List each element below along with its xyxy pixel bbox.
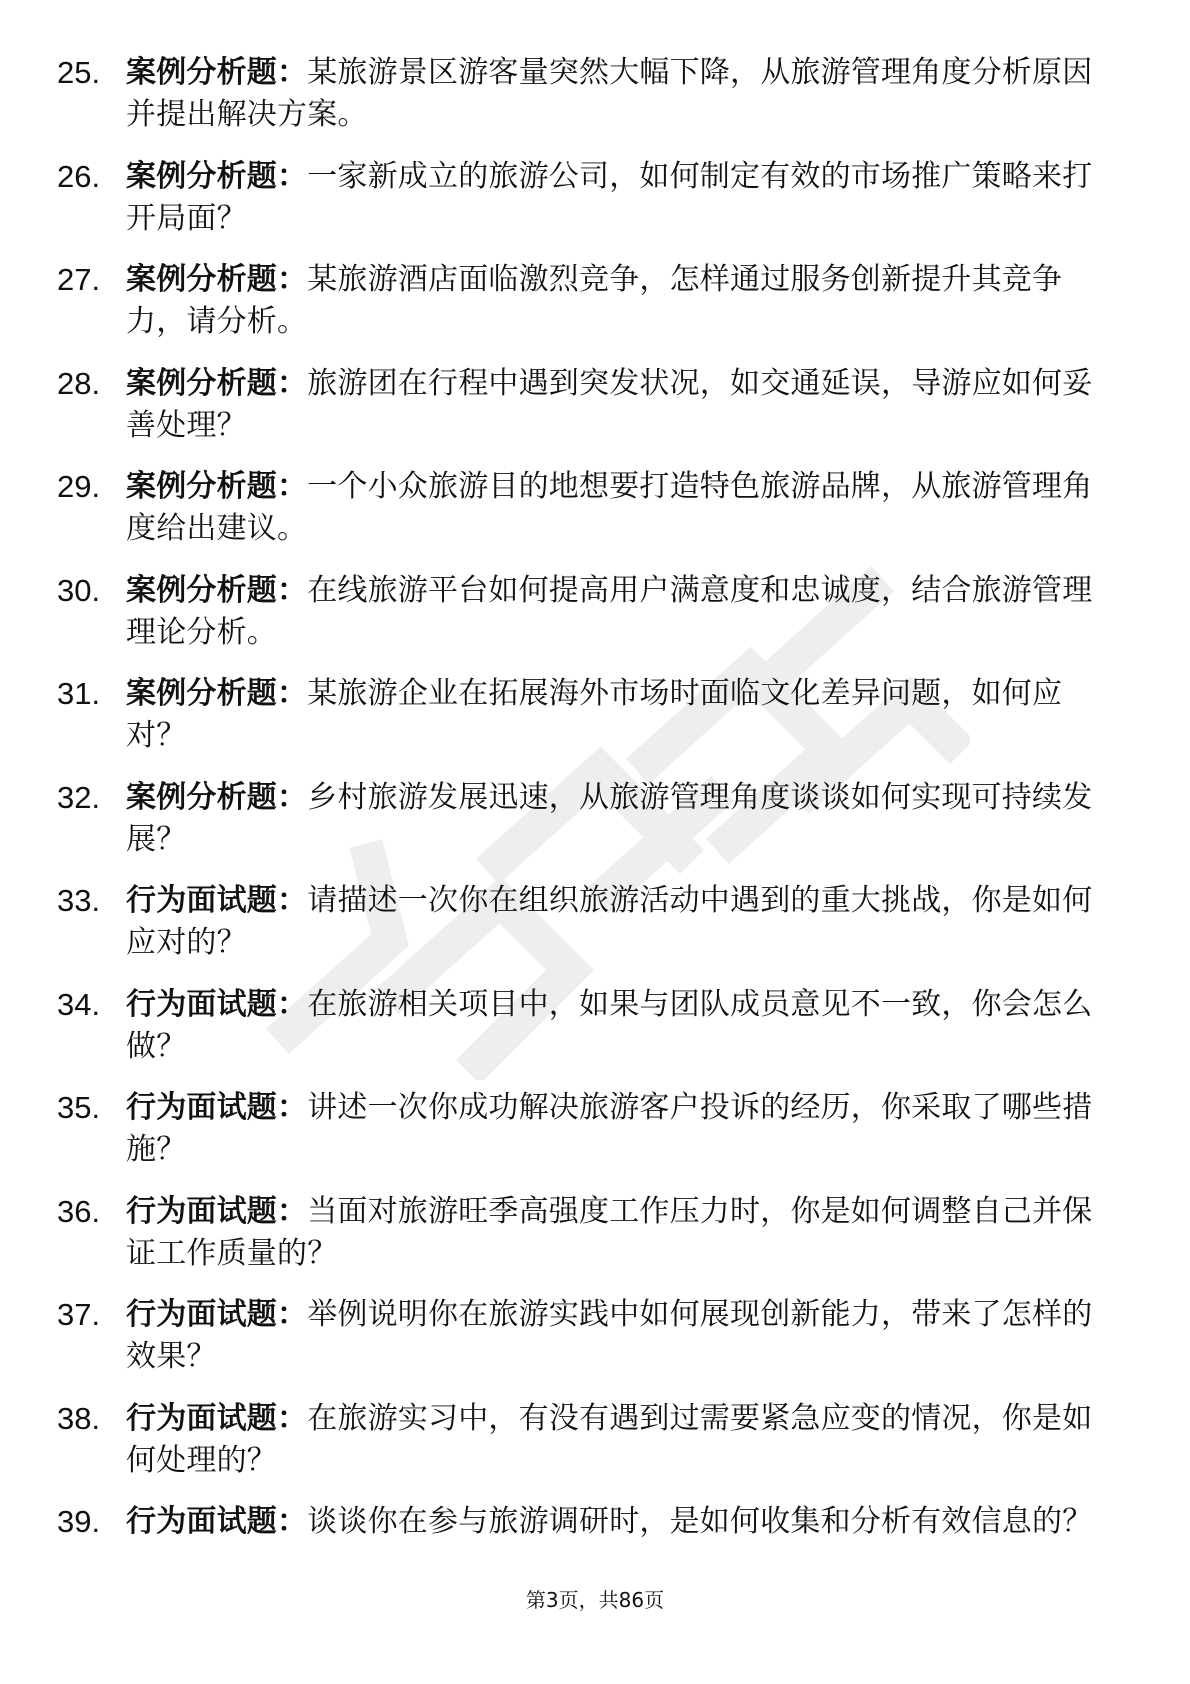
question-text bbox=[126, 1087, 1116, 1171]
question-item bbox=[0, 259, 1190, 363]
question-number: 33. bbox=[57, 883, 101, 918]
question-text bbox=[126, 1294, 1116, 1378]
question-item bbox=[0, 1294, 1190, 1398]
question-category: 案例分析题： bbox=[126, 158, 308, 194]
question-body: 在旅游相关项目中，如果与团队成员意见不一致，你会怎么做？ bbox=[126, 986, 1093, 1064]
question-category: 行为面试题： bbox=[126, 1090, 308, 1125]
question-body: 某旅游酒店面临激烈竞争，怎样通过服务创新提升其竞争力，请分析。 bbox=[126, 262, 1063, 339]
question-category: 案例分析题： bbox=[126, 779, 308, 815]
question-category: 案例分析题： bbox=[126, 365, 308, 401]
question-body: 某旅游景区游客量突然大幅下降，从旅游管理角度分析原因并提出解决方案。 bbox=[126, 55, 1093, 132]
question-number: 39. bbox=[57, 1504, 101, 1539]
question-body: 乡村旅游发展迅速，从旅游管理角度谈谈如何实现可持续发展？ bbox=[126, 779, 1093, 857]
question-number: 30. bbox=[57, 572, 101, 608]
question-body: 一家新成立的旅游公司，如何制定有效的市场推广策略来打开局面？ bbox=[126, 158, 1093, 236]
question-category: 行为面试题： bbox=[126, 883, 308, 918]
question-text bbox=[126, 363, 1116, 447]
question-number: 32. bbox=[57, 779, 101, 815]
question-text bbox=[126, 1191, 1116, 1275]
question-number: 31. bbox=[57, 676, 101, 711]
question-item bbox=[0, 156, 1190, 260]
question-category: 行为面试题： bbox=[126, 986, 308, 1022]
question-body: 在线旅游平台如何提高用户满意度和忠诚度，结合旅游管理理论分析。 bbox=[126, 572, 1093, 650]
question-number: 25. bbox=[57, 55, 101, 90]
question-number: 26. bbox=[57, 158, 101, 194]
question-body: 谈谈你在参与旅游调研时，是如何收集和分析有效信息的？ bbox=[307, 1504, 1093, 1539]
question-body: 请描述一次你在组织旅游活动中遇到的重大挑战，你是如何应对的？ bbox=[126, 883, 1093, 960]
question-text bbox=[126, 570, 1116, 654]
question-text bbox=[126, 880, 1116, 964]
question-text bbox=[126, 259, 1116, 343]
question-item bbox=[0, 466, 1190, 570]
question-number: 34. bbox=[57, 986, 101, 1022]
question-number: 37. bbox=[57, 1297, 101, 1332]
question-number: 36. bbox=[57, 1193, 101, 1229]
question-category: 行为面试题： bbox=[126, 1193, 308, 1229]
question-body: 一个小众旅游目的地想要打造特色旅游品牌，从旅游管理角度给出建议。 bbox=[126, 469, 1093, 546]
question-category: 行为面试题： bbox=[126, 1504, 308, 1539]
question-text bbox=[126, 673, 1116, 757]
question-item bbox=[0, 880, 1190, 984]
question-body: 讲述一次你成功解决旅游客户投诉的经历，你采取了哪些措施？ bbox=[126, 1090, 1093, 1167]
question-category: 行为面试题： bbox=[126, 1297, 308, 1332]
question-text bbox=[126, 52, 1116, 136]
question-text bbox=[126, 466, 1116, 550]
question-body: 当面对旅游旺季高强度工作压力时，你是如何调整自己并保证工作质量的？ bbox=[126, 1193, 1093, 1271]
question-category: 案例分析题： bbox=[126, 55, 308, 90]
question-body: 举例说明你在旅游实践中如何展现创新能力，带来了怎样的效果？ bbox=[126, 1297, 1093, 1374]
question-category: 案例分析题： bbox=[126, 572, 308, 608]
question-item bbox=[0, 1191, 1190, 1295]
question-item bbox=[0, 777, 1190, 881]
page-number-footer: 第3页，共86页 bbox=[525, 1588, 665, 1612]
question-text bbox=[126, 1501, 1116, 1543]
question-text bbox=[126, 984, 1116, 1068]
question-body: 某旅游企业在拓展海外市场时面临文化差异问题，如何应对？ bbox=[126, 676, 1063, 753]
question-category: 案例分析题： bbox=[126, 262, 308, 297]
question-item bbox=[0, 984, 1190, 1088]
question-text bbox=[126, 1398, 1116, 1482]
question-body: 在旅游实习中，有没有遇到过需要紧急应变的情况，你是如何处理的？ bbox=[126, 1400, 1093, 1478]
question-number: 27. bbox=[57, 262, 101, 297]
question-number: 28. bbox=[57, 365, 101, 401]
question-item bbox=[0, 1087, 1190, 1191]
question-item bbox=[0, 363, 1190, 467]
question-number: 35. bbox=[57, 1090, 101, 1125]
question-list bbox=[0, 52, 1190, 1605]
question-item bbox=[0, 673, 1190, 777]
question-item bbox=[0, 52, 1190, 156]
question-number: 29. bbox=[57, 469, 101, 504]
question-category: 案例分析题： bbox=[126, 676, 308, 711]
question-text bbox=[126, 777, 1116, 861]
question-item bbox=[0, 570, 1190, 674]
question-category: 行为面试题： bbox=[126, 1400, 308, 1436]
question-text bbox=[126, 156, 1116, 240]
question-item bbox=[0, 1398, 1190, 1502]
question-category: 案例分析题： bbox=[126, 469, 308, 504]
question-body: 旅游团在行程中遇到突发状况，如交通延误，导游应如何妥善处理？ bbox=[126, 365, 1093, 443]
question-number: 38. bbox=[57, 1400, 101, 1436]
